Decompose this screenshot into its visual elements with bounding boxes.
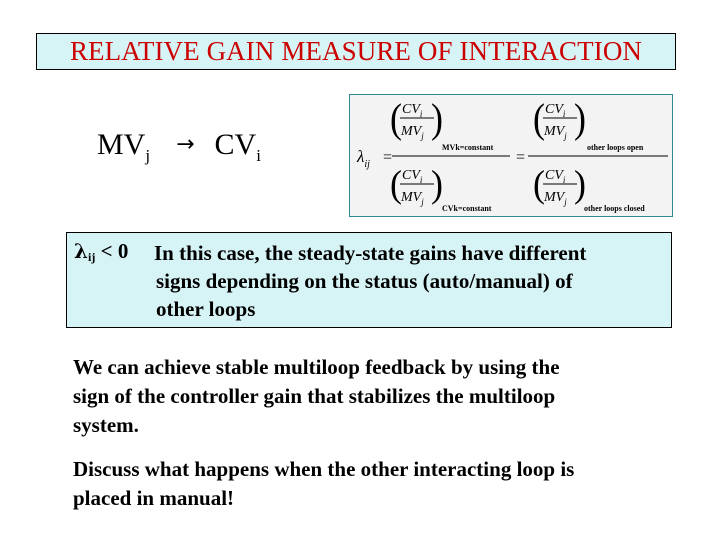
cv-label: CV (214, 128, 257, 161)
svg-text:CVi (402, 102, 423, 119)
condition-expression (74, 239, 128, 265)
paren-left-1a: ( (390, 95, 402, 142)
num1-mv: MV (401, 124, 422, 139)
den1-mv: MV (401, 190, 422, 205)
discussion-paragraph (73, 455, 673, 513)
den1-mv-sub: j (421, 197, 424, 207)
den1-cv-sub: i (419, 175, 423, 185)
slide-title: RELATIVE GAIN MEASURE OF INTERACTION (69, 36, 643, 66)
stability-line-3: system. (73, 413, 139, 437)
svg-text:MVj (543, 190, 567, 207)
paren-right-1b: ) (431, 163, 443, 206)
mv-cv-mapping (97, 130, 261, 164)
condition-line-3: other loops (156, 297, 256, 321)
condition-line-1: In this case, the steady-state gains have different (154, 241, 587, 265)
condition-lambda: λ (74, 239, 89, 263)
mv-label: MV (97, 128, 146, 161)
mv-subscript: j (145, 146, 151, 165)
eq-equals-1: = (383, 149, 393, 166)
svg-text:CVi (402, 168, 423, 185)
eq-lambda-sub: ij (364, 159, 370, 170)
num1-cv: CV (402, 102, 420, 117)
num1-mv-sub: j (421, 131, 424, 141)
cond-mv-constant: MVk=constant (442, 143, 494, 152)
den2-mv-sub: j (564, 197, 567, 207)
svg-text:λij (356, 147, 370, 170)
svg-text:MVj (400, 190, 424, 207)
cond-other-loops-open: other loops open (587, 143, 644, 152)
eq-lambda: λ (357, 147, 365, 166)
negative-gain-condition-box (66, 232, 672, 328)
right-arrow-icon: → (176, 132, 195, 157)
stability-line-2: sign of the controller gain that stabilizes the multiloop (73, 384, 556, 408)
condition-lambda-sub: ij (88, 250, 96, 264)
stability-line-1: We can achieve stable multiloop feedback by using the (73, 355, 560, 379)
num2-cv: CV (545, 102, 563, 117)
svg-text:CVi (545, 168, 566, 185)
cond-other-loops-closed: other loops closed (584, 204, 645, 213)
condition-relation: < 0 (100, 239, 129, 263)
svg-text:CVi (545, 102, 566, 119)
den1-cv: CV (402, 168, 420, 183)
relative-gain-equation (349, 94, 673, 217)
slide-title-box (36, 33, 676, 70)
stability-paragraph (73, 353, 673, 440)
svg-text:MVj (400, 124, 424, 141)
cv-subscript: i (256, 146, 261, 165)
paren-left-2b: ( (533, 163, 545, 206)
discussion-line-2: placed in manual! (73, 486, 235, 510)
paren-left-2a: ( (533, 95, 545, 142)
num2-cv-sub: i (562, 109, 566, 119)
den2-mv: MV (544, 190, 565, 205)
eq-equals-2: = (516, 149, 526, 166)
cond-cv-constant: CVk=constant (442, 204, 492, 213)
paren-right-2b: ) (574, 163, 586, 206)
paren-right-1a: ) (431, 95, 443, 142)
condition-description (154, 239, 664, 323)
paren-left-1b: ( (390, 163, 402, 206)
condition-line-2: signs depending on the status (auto/manual) of (156, 269, 573, 293)
num2-mv: MV (544, 124, 565, 139)
num1-cv-sub: i (419, 109, 423, 119)
den2-cv-sub: i (562, 175, 566, 185)
den2-cv: CV (545, 168, 563, 183)
paren-right-2a: ) (574, 95, 586, 142)
svg-text:MVj (543, 124, 567, 141)
num2-mv-sub: j (564, 131, 567, 141)
discussion-line-1: Discuss what happens when the other interacting loop is (73, 457, 575, 481)
